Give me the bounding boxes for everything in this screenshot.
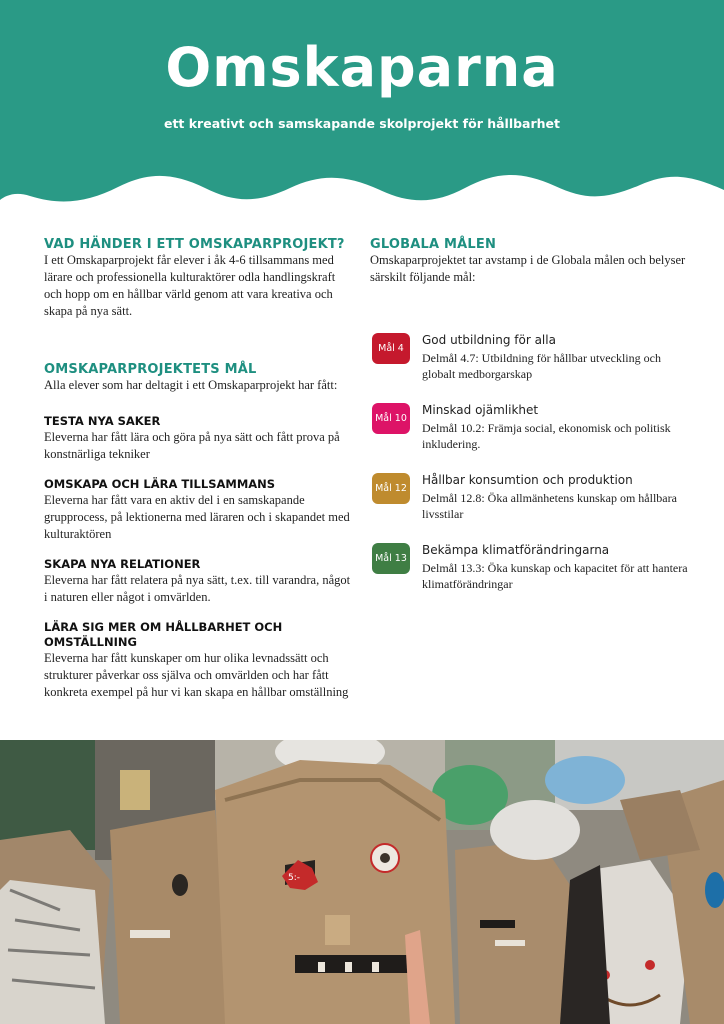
intro-heading: VAD HÄNDER I ETT OMSKAPARPROJEKT? — [44, 237, 345, 252]
goal-item — [44, 477, 354, 543]
paper-bag-masks-photo — [0, 740, 724, 1024]
photo-illustration — [0, 740, 724, 1024]
right-column — [370, 237, 688, 592]
goal-item-text: Eleverna har fått kunskaper om hur olika levnadssätt och strukturer påverkar oss själva och omvärlden och har fått konkreta exempel på hur vi kan skapa en hållbar omställning — [44, 651, 349, 699]
goal-item-heading: LÄRA SIG MER OM HÅLLBARHET OCH OMSTÄLLNING — [44, 620, 283, 649]
intro-text: I ett Omskaparprojekt får elever i åk 4-6 tillsammans med lärare och professionella kulturaktörer odla handlingskraft och hopp om en hållbar värld genom att vara kreativa och skapa på nya sätt. — [44, 253, 336, 318]
goal-item-text: Eleverna har fått lära och göra på nya sätt och fått prova på konstnärliga tekniker — [44, 430, 340, 461]
goal-item-text: Eleverna har fått vara en aktiv del i en samskapande grupprocess, på lektionerna med läraren och i skapandet med kulturaktören — [44, 493, 350, 541]
goal-title: Minskad ojämlikhet — [422, 403, 539, 417]
goal-description: Delmål 13.3: Öka kunskap och kapacitet för att hantera klimatförändringar — [422, 561, 688, 591]
goal-item — [44, 414, 354, 463]
goal-badge: Mål 10 — [372, 403, 410, 434]
global-goals-heading: GLOBALA MÅLEN — [370, 237, 497, 252]
global-goal-item — [370, 472, 688, 522]
goal-badge: Mål 12 — [372, 473, 410, 504]
goal-description: Delmål 10.2: Främja social, ekonomisk och politisk inkludering. — [422, 421, 671, 451]
goal-title: Bekämpa klimatförändringarna — [422, 543, 610, 557]
goal-item-text: Eleverna har fått relatera på nya sätt, t.ex. till varandra, något i naturen eller något i omvärlden. — [44, 573, 351, 604]
goal-item-heading: SKAPA NYA RELATIONER — [44, 557, 201, 571]
goal-item-heading: TESTA NYA SAKER — [44, 414, 161, 428]
header-wave-background — [0, 0, 724, 215]
left-column — [44, 237, 354, 701]
goal-badge: Mål 4 — [372, 333, 410, 364]
goal-description: Delmål 12.8: Öka allmänhetens kunskap om hållbara livsstilar — [422, 491, 677, 521]
global-goals-text: Omskaparprojektet tar avstamp i de Globala målen och belyser särskilt följande mål: — [370, 253, 686, 284]
goal-badge: Mål 13 — [372, 543, 410, 574]
goal-title: God utbildning för alla — [422, 333, 556, 347]
global-goals-list — [370, 332, 688, 592]
page-title: Omskaparna — [165, 36, 559, 99]
global-goal-item — [370, 402, 688, 452]
goal-item — [44, 557, 354, 606]
global-goal-item — [370, 332, 688, 382]
goals-text: Alla elever som har deltagit i ett Omskaparprojekt har fått: — [44, 378, 338, 392]
price-sign-text: 5:- — [288, 873, 301, 883]
goal-title: Hållbar konsumtion och produktion — [422, 473, 633, 487]
goal-item-heading: OMSKAPA OCH LÄRA TILLSAMMANS — [44, 477, 276, 491]
goal-description: Delmål 4.7: Utbildning för hållbar utveckling och globalt medborgarskap — [422, 351, 661, 381]
goals-heading: OMSKAPARPROJEKTETS MÅL — [44, 362, 257, 377]
page-subtitle: ett kreativt och samskapande skolprojekt för hållbarhet — [163, 116, 561, 131]
goal-item — [44, 620, 354, 701]
header-banner — [0, 0, 724, 215]
global-goal-item — [370, 542, 688, 592]
